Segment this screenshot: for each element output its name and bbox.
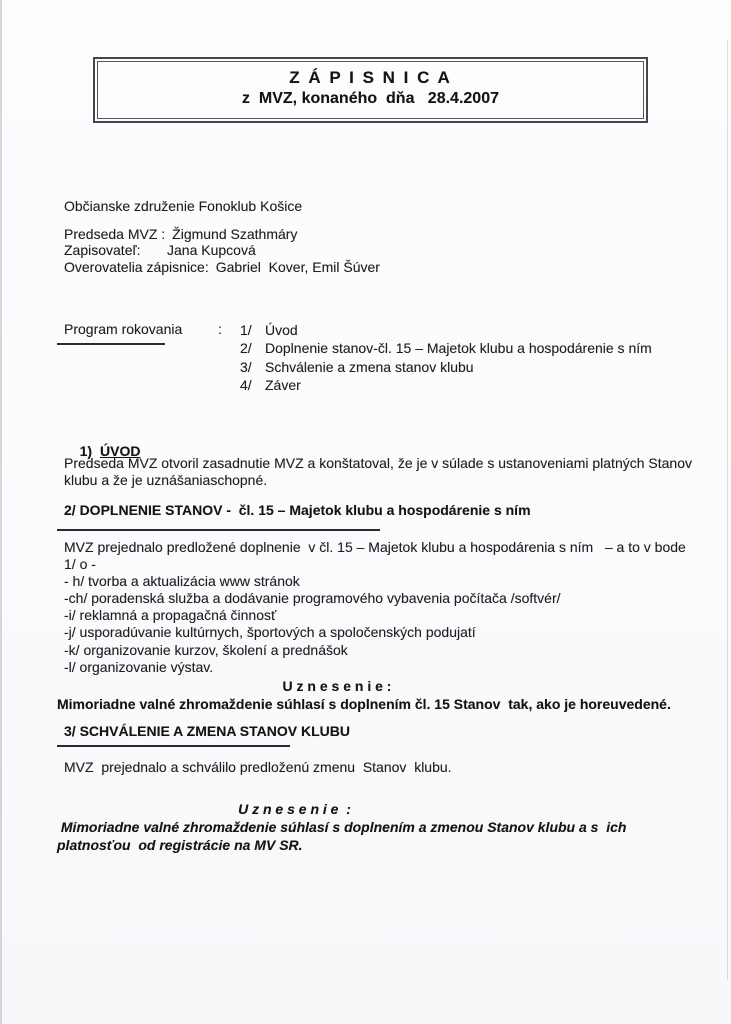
program-items: [240, 321, 710, 395]
official-value: Jana Kupcová: [167, 242, 256, 259]
resolution-text-2: [57, 819, 626, 854]
resolution-label-2: U z n e s e n i e :: [238, 801, 351, 817]
list-line: -i/ reklamná a propagačná činnosť: [64, 607, 277, 624]
official-value: Žigmund Szathmáry: [172, 226, 298, 242]
official-label: Predseda MVZ :: [64, 226, 166, 242]
program-item-number: 1/: [240, 322, 252, 338]
official-row-verifiers: [64, 259, 380, 275]
official-value: Gabriel Kover, Emil Šúver: [215, 258, 380, 275]
paragraph-line: Predseda MVZ otvoril zasadnutie MVZ a konštatoval, že je v súlade s ustanoveniami platných Stanov: [64, 455, 692, 471]
program-item: [240, 321, 710, 339]
resolution-line: platnosťou od registrácie na MV SR.: [57, 836, 303, 853]
officials-block: [64, 226, 380, 275]
resolution-label-1: U z n e s e n i e :: [282, 678, 392, 694]
program-colon: :: [218, 321, 222, 337]
heading-underline: [57, 529, 380, 531]
program-label-underline: [57, 343, 165, 345]
resolution-line: Mimoriadne valné zhromaždenie súhlasí s doplnením a zmenou Stanov klubu a s ich: [57, 819, 627, 835]
title-box-inner-border: [97, 61, 644, 119]
schvalenie-paragraph: MVZ prejednalo a schválilo predloženú zmenu Stanov klubu.: [64, 759, 452, 775]
organization-name: Občianske združenie Fonoklub Košice: [64, 198, 303, 214]
doplnenie-paragraph: [64, 539, 686, 676]
section-schvalenie-heading: 3/ SCHVÁLENIE A ZMENA STANOV KLUBU: [64, 723, 350, 739]
program-item-number: 2/: [240, 340, 252, 357]
list-line: -j/ usporadúvanie kultúrnych, športových a spoločenských podujatí: [64, 624, 476, 641]
paragraph-line: 1/ o -: [64, 556, 96, 573]
program-item-number: 4/: [240, 377, 252, 394]
official-label: Overovatelia zápisnice:: [64, 258, 209, 275]
list-line: -ch/ poradenská služba a dodávanie programového vybavenia počítača /softvér/: [64, 590, 561, 607]
program-item-text: Záver: [265, 377, 301, 394]
official-label: Zapisovateľ:: [64, 242, 141, 259]
official-row-chairman: [64, 226, 380, 242]
list-line: -l/ organizovanie výstav.: [64, 658, 214, 675]
program-item-text: Úvod: [265, 322, 298, 338]
uvod-paragraph: [64, 455, 692, 489]
document-date-line: z MVZ, konaného dňa 28.4.2007: [242, 90, 499, 107]
official-row-recorder: [64, 242, 380, 258]
program-item: [240, 339, 710, 357]
program-item-number: 3/: [240, 358, 252, 375]
program-label: Program rokovania: [64, 321, 183, 337]
resolution-text-1: Mimoriadne valné zhromaždenie súhlasí s doplnením čl. 15 Stanov tak, ako je horeuvedené.: [57, 696, 671, 712]
document-title: Z Á P I S N I C A: [289, 68, 452, 87]
paragraph-line: MVZ prejednalo predložené doplnenie v čl. 15 – Majetok klubu a hospodárenia s ním – a to v bode: [64, 539, 686, 555]
program-item-text: Doplnenie stanov-čl. 15 – Majetok klubu a hospodárenie s ním: [265, 340, 652, 357]
title-box: [93, 57, 648, 123]
list-line: - h/ tvorba a aktualizácia www stránok: [64, 573, 300, 590]
program-item: [240, 358, 710, 376]
section-doplnenie-heading: 2/ DOPLNENIE STANOV - čl. 15 – Majetok klubu a hospodárenie s ním: [64, 502, 531, 518]
program-item-text: Schválenie a zmena stanov klubu: [265, 358, 474, 375]
section-number: 1): [79, 443, 93, 459]
section-title-underlined: ÚVOD: [100, 443, 141, 459]
program-item: [240, 376, 710, 394]
heading-underline: [57, 745, 290, 747]
list-line: -k/ organizovanie kurzov, školení a prednášok: [64, 641, 348, 658]
paragraph-line: klubu a že je uznášaniaschopné.: [64, 472, 268, 489]
